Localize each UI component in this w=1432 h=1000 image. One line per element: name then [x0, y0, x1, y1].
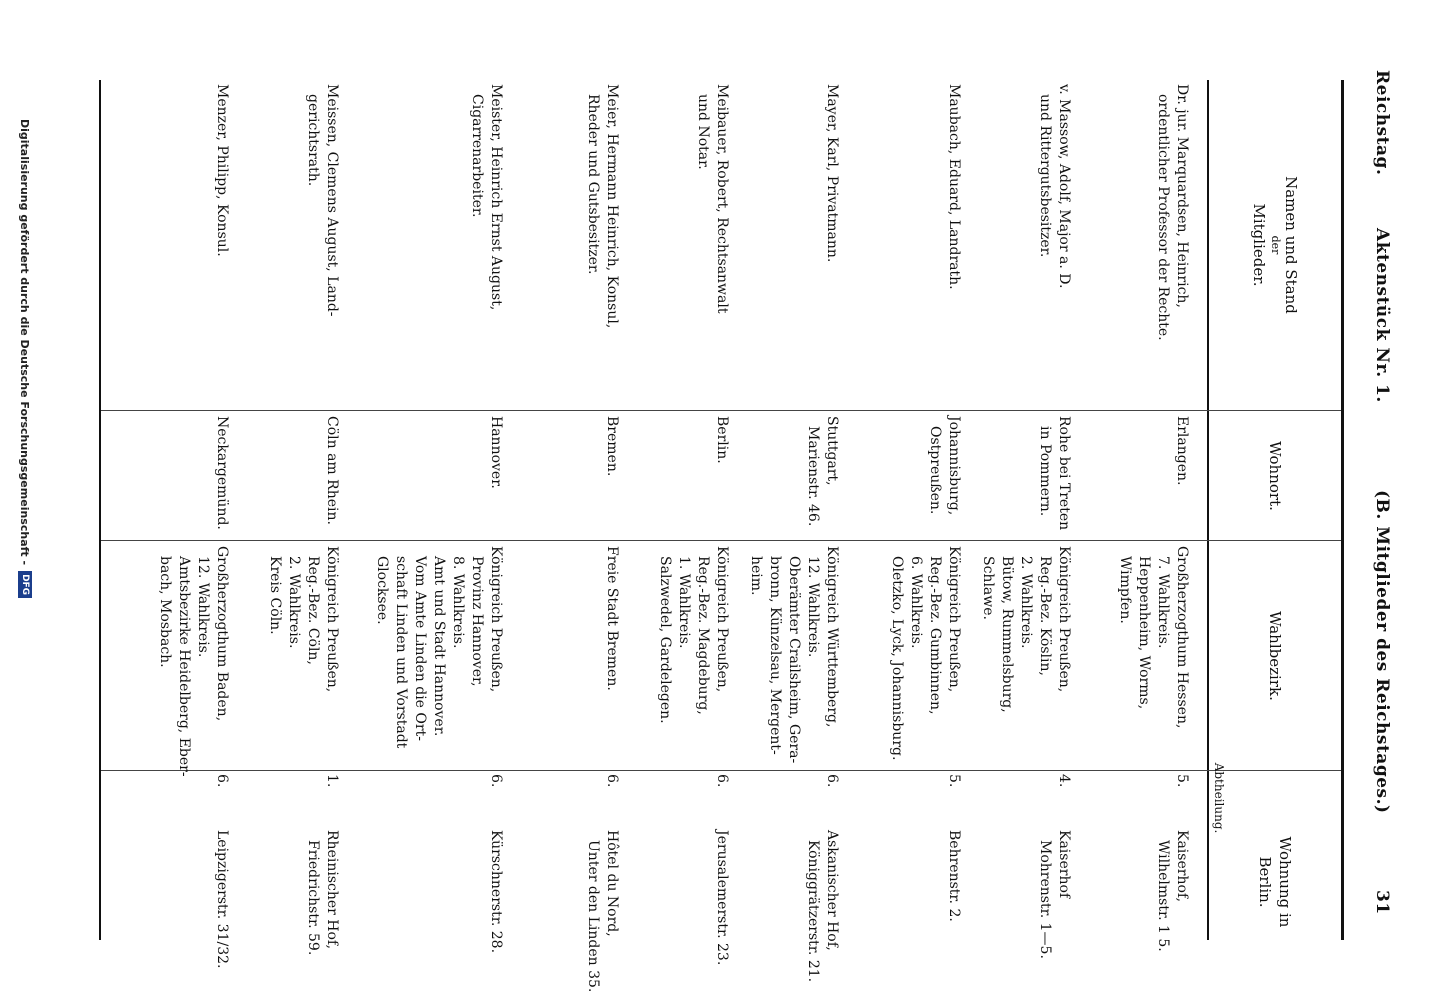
- member-residence-line: Erlangen.: [1174, 416, 1190, 486]
- member-district-line: Großherzogthum Baden,: [214, 546, 230, 722]
- member-abtheilung-line: 6.: [824, 774, 840, 788]
- member-residence: [1172, 416, 1191, 538]
- member-address: [1035, 830, 1073, 959]
- member-name: [822, 84, 841, 406]
- member-abtheilung: [602, 774, 621, 820]
- member-district: [1115, 546, 1191, 768]
- member-residence-line: Cöln am Rhein.: [324, 416, 340, 525]
- member-district: [372, 546, 505, 768]
- member-district-line: Königreich Württemberg,: [824, 546, 840, 728]
- member-district: [746, 546, 841, 768]
- member-residence: [712, 416, 731, 538]
- member-name-line: Meier, Hermann Heinrich, Konsul,: [604, 84, 620, 329]
- member-residence-line: in Pommern.: [1037, 426, 1053, 517]
- page-number: 31: [1372, 890, 1392, 915]
- member-district: [155, 546, 231, 777]
- member-district-line: heim.: [748, 556, 764, 596]
- member-address: [803, 830, 841, 983]
- member-district-line: Oberämter Crailsheim, Gera-: [786, 556, 802, 764]
- member-address-line: Friedrichstr. 59.: [305, 840, 321, 956]
- member-district: [602, 546, 621, 768]
- member-district-line: Bütow, Rummelsburg,: [999, 556, 1015, 713]
- member-name: [693, 84, 731, 406]
- member-name: [467, 84, 505, 406]
- member-district: [887, 546, 963, 768]
- member-address-line: Askanischer Hof,: [824, 830, 840, 951]
- member-district-line: Oletzko, Lyck, Johannisburg.: [889, 556, 905, 761]
- member-address-line: Kaiserhof: [1056, 830, 1072, 899]
- member-address-line: Leipzigerstr. 31/32.: [214, 830, 230, 969]
- header-name-line1: Namen und Stand: [1282, 176, 1300, 314]
- member-abtheilung: [712, 774, 731, 820]
- header-name-line2: der: [1269, 235, 1282, 255]
- member-residence: [803, 416, 841, 538]
- header-reichstag: Reichstag.: [1372, 70, 1392, 176]
- member-residence: [1035, 416, 1073, 538]
- member-residence-line: Johannisburg,: [946, 416, 962, 516]
- member-address: [583, 830, 621, 993]
- member-name-line: Cigarrenarbeiter.: [469, 94, 485, 218]
- member-district-line: Reg.-Bez. Cöln,: [305, 556, 321, 665]
- member-district-line: 8. Wahlkreis.: [450, 556, 466, 649]
- member-district-line: Glocksee.: [374, 556, 390, 625]
- member-address: [303, 830, 341, 956]
- member-residence-line: Hannover.: [488, 416, 504, 489]
- members-table: [99, 80, 1344, 993]
- header-abtheilung-label: Abtheilung.: [1212, 762, 1226, 834]
- header-place: [1207, 411, 1341, 541]
- member-residence-line: Marienstr. 46.: [805, 426, 821, 527]
- member-district-line: Reg.-Bez. Gumbinnen,: [927, 556, 943, 715]
- member-residence-line: Berlin.: [714, 416, 730, 464]
- member-abtheilung: [322, 774, 341, 820]
- header-name-line3: Mitglieder.: [1250, 203, 1268, 287]
- member-residence-line: Ostpreußen.: [927, 426, 943, 515]
- member-district-line: Königreich Preußen,: [1056, 546, 1072, 693]
- header-district: [1207, 541, 1341, 771]
- header-abtheilung: [1207, 762, 1341, 834]
- member-address: [944, 830, 963, 938]
- member-address-line: Königgrätzerstr. 21.: [805, 840, 821, 983]
- member-name-line: Mayer, Karl, Privatmann.: [824, 84, 840, 263]
- member-district-line: Königreich Preußen,: [488, 546, 504, 693]
- member-residence: [322, 416, 341, 538]
- member-name-line: Dr. jur. Marquardsen, Heinrich,: [1174, 84, 1190, 308]
- member-abtheilung-line: 6.: [714, 774, 730, 788]
- member-district-line: Kreis Cöln.: [267, 556, 283, 635]
- member-address-line: Jerusalemerstr. 23.: [714, 830, 730, 966]
- member-address: [1153, 830, 1191, 952]
- member-address-line: Wilhelmstr. 1 5.: [1155, 840, 1171, 952]
- header-aktenstueck: Aktenstück Nr. 1.: [1372, 228, 1392, 403]
- member-district-line: Amt und Stadt Hannover.: [431, 556, 447, 737]
- member-address-line: Kürschnerstr. 28.: [488, 830, 504, 954]
- member-district-line: Reg.-Bez. Magdeburg,: [695, 556, 711, 715]
- member-address: [212, 830, 231, 969]
- member-district-line: Vom Amte Linden die Ort-: [412, 556, 428, 741]
- member-district-line: Reg.-Bez. Köslin,: [1037, 556, 1053, 676]
- page-header: [1356, 60, 1396, 940]
- member-abtheilung: [1172, 774, 1191, 820]
- header-address-label: Wohnung in Berlin.: [1256, 836, 1294, 928]
- member-district-line: Amtsbezirke Heidelberg, Eber-: [176, 556, 192, 777]
- member-district-line: Salzwedel, Gardelegen.: [657, 556, 673, 724]
- member-district-line: Königreich Preußen,: [946, 546, 962, 693]
- member-district-line: Königreich Preußen,: [324, 546, 340, 693]
- member-district-line: 6. Wahlkreis.: [908, 556, 924, 649]
- member-address-line: Kaiserhof,: [1174, 830, 1190, 903]
- member-abtheilung: [944, 774, 963, 820]
- member-abtheilung-line: 4.: [1056, 774, 1072, 788]
- member-district-line: Freie Stadt Bremen.: [604, 546, 620, 691]
- header-section: (B. Mitglieder des Reichstages.): [1372, 490, 1392, 814]
- member-address-line: Unter den Linden 35.: [585, 840, 601, 993]
- member-name-line: Meibauer, Robert, Rechtsanwalt: [714, 84, 730, 314]
- member-district-line: Königreich Preußen,: [714, 546, 730, 693]
- member-name: [1153, 84, 1191, 406]
- member-residence: [212, 416, 231, 538]
- member-district-line: 12. Wahlkreis.: [195, 556, 211, 658]
- member-district-line: Schlawe.: [980, 556, 996, 620]
- member-name-line: Meissen, Clemens August, Land-: [324, 84, 340, 317]
- member-abtheilung: [822, 774, 841, 820]
- member-residence-line: Stuttgart,: [824, 416, 840, 486]
- header-district-label: Wahlbezirk.: [1266, 611, 1284, 701]
- member-name: [944, 84, 963, 406]
- member-district-line: schaft Linden und Vorstadt: [393, 556, 409, 749]
- member-name-line: Menzer, Philipp, Konsul.: [214, 84, 230, 257]
- member-name-line: Maubach, Eduard, Landrath.: [946, 84, 962, 290]
- member-residence-line: Rohe bei Treten: [1056, 416, 1072, 531]
- member-name: [212, 84, 231, 406]
- member-name: [1035, 84, 1073, 406]
- member-abtheilung: [212, 774, 231, 820]
- member-name-line: und Rittergutsbesitzer.: [1037, 94, 1053, 258]
- member-district-line: 7. Wahlkreis.: [1155, 556, 1171, 649]
- member-district-line: Heppenheim, Worms,: [1136, 556, 1152, 710]
- member-name-line: ordentlicher Professor der Rechte.: [1155, 94, 1171, 341]
- member-abtheilung-line: 6.: [488, 774, 504, 788]
- member-district-line: 2. Wahlkreis.: [286, 556, 302, 649]
- member-district: [265, 546, 341, 768]
- header-name: [1207, 80, 1341, 410]
- member-abtheilung-line: 5.: [1174, 774, 1190, 788]
- digitization-text: Digitalisierung gefördert durch die Deutsche Forschungsgemeinschaft -: [18, 119, 32, 566]
- member-residence-line: Neckargemünd.: [214, 416, 230, 530]
- member-abtheilung-line: 1.: [324, 774, 340, 788]
- header-address: [1207, 824, 1341, 940]
- member-district-line: Großherzogthum Hessen,: [1174, 546, 1190, 729]
- member-abtheilung: [486, 774, 505, 820]
- member-residence: [486, 416, 505, 538]
- member-address-line: Behrenstr. 2.: [946, 830, 962, 922]
- member-abtheilung-line: 5.: [946, 774, 962, 788]
- member-district-line: 12. Wahlkreis.: [805, 556, 821, 658]
- member-abtheilung-line: 6.: [604, 774, 620, 788]
- member-district-line: 1. Wahlkreis.: [676, 556, 692, 649]
- header-place-label: Wohnort.: [1266, 441, 1284, 511]
- member-address-line: Hôtel du Nord,: [604, 830, 620, 937]
- member-residence: [602, 416, 621, 538]
- member-district-line: Provinz Hannover,: [469, 556, 485, 687]
- member-name-line: v. Massow, Adolf, Major a. D.: [1056, 84, 1072, 289]
- member-address: [486, 830, 505, 954]
- member-district-line: 2. Wahlkreis.: [1018, 556, 1034, 649]
- member-abtheilung-line: 6.: [214, 774, 230, 788]
- member-abtheilung: [1054, 774, 1073, 820]
- member-name: [303, 84, 341, 406]
- member-residence-line: Bremen.: [604, 416, 620, 477]
- member-name: [583, 84, 621, 406]
- member-district: [655, 546, 731, 768]
- member-address: [712, 830, 731, 966]
- member-name-line: Meister, Heinrich Ernst August,: [488, 84, 504, 311]
- dfg-logo: DFG: [18, 571, 32, 598]
- member-name-line: gerichtsrath.: [305, 94, 321, 187]
- member-district-line: bach, Mosbach.: [157, 556, 173, 668]
- member-district-line: Wimpfen.: [1117, 556, 1133, 624]
- member-residence: [925, 416, 963, 538]
- member-address-line: Rheinischer Hof,: [324, 830, 340, 950]
- member-name-line: Rheder und Gutsbesitzer.: [585, 94, 601, 275]
- member-name-line: und Notar.: [695, 94, 711, 170]
- member-address-line: Mohrenstr. 1—5.: [1037, 840, 1053, 959]
- member-district-line: bronn, Künzelsau, Mergent-: [767, 556, 783, 755]
- member-district: [978, 546, 1073, 768]
